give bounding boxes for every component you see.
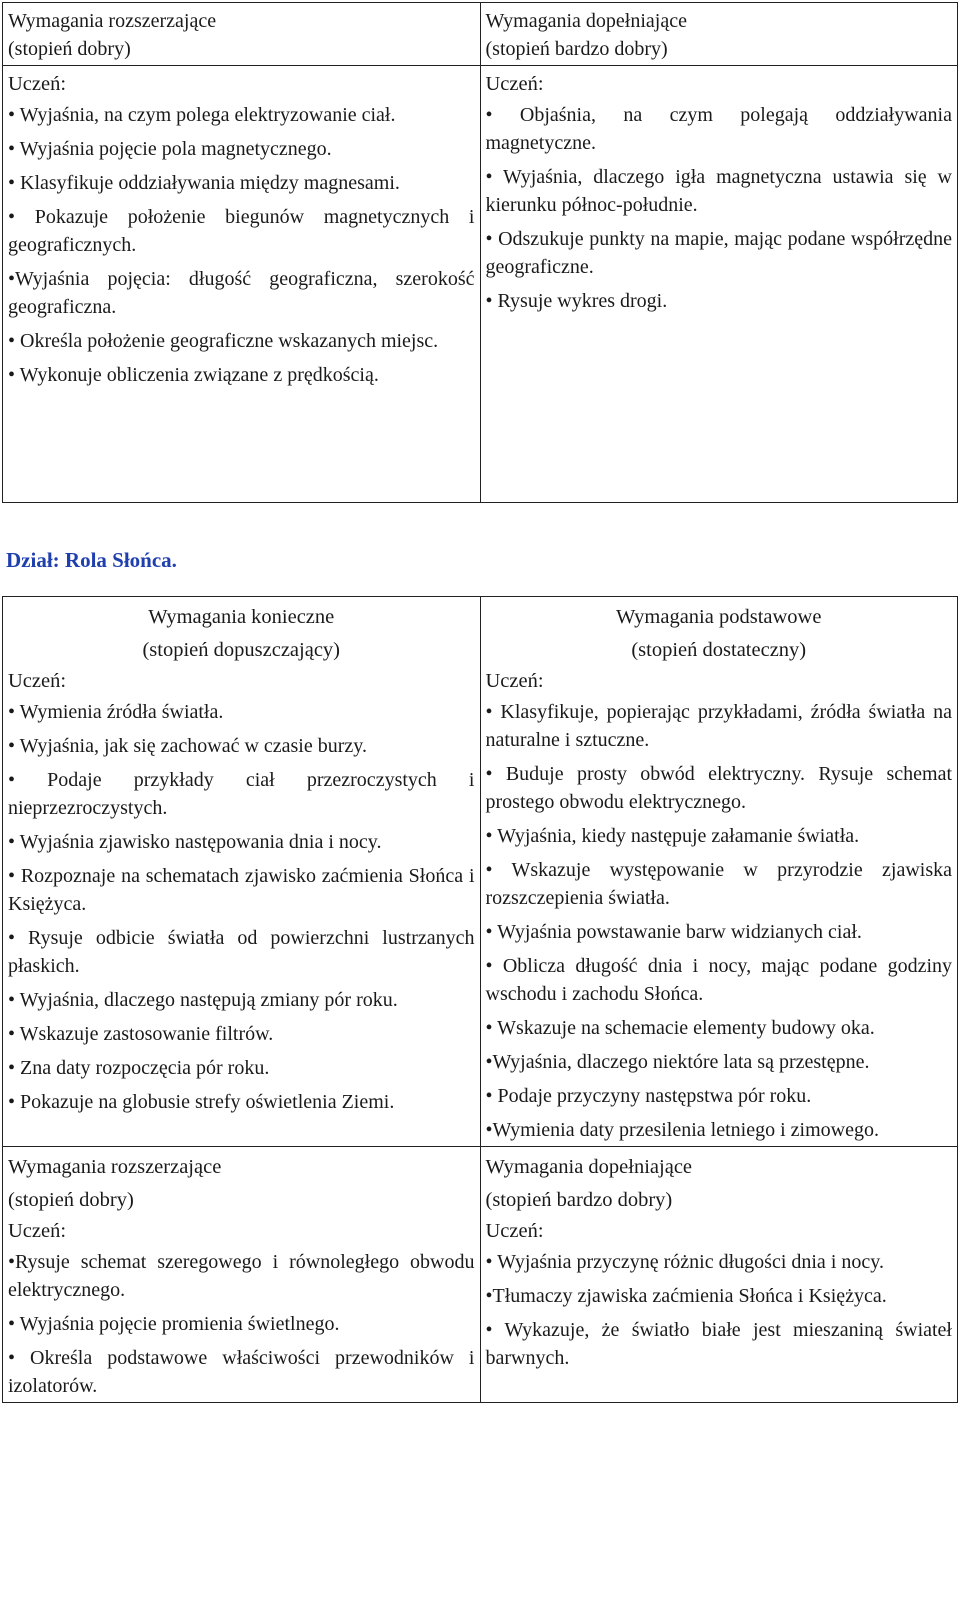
requirements-cell-extended bbox=[3, 1147, 481, 1403]
list-item: • Klasyfikuje oddziaływania między magnesami. bbox=[8, 172, 400, 194]
header-line: (stopień dobry) bbox=[8, 38, 131, 60]
section-title: Dział: Rola Słońca. bbox=[6, 548, 177, 572]
list-item: • Wskazuje zastosowanie filtrów. bbox=[8, 1023, 274, 1045]
requirements-cell-standard bbox=[480, 597, 958, 1147]
list-item: •Tłumaczy zjawiska zaćmienia Słońca i Księżyca. bbox=[485, 1285, 887, 1307]
student-label: Uczeń: bbox=[485, 670, 544, 692]
header-line: (stopień dobry) bbox=[8, 1189, 134, 1211]
requirements-cell-complementary bbox=[480, 1147, 958, 1403]
list-item: • Wyjaśnia pojęcie promienia świetlnego. bbox=[8, 1313, 340, 1335]
list-item: • Wskazuje na schemacie elementy budowy oka. bbox=[485, 1017, 875, 1039]
list-item: • Wyjaśnia, na czym polega elektryzowanie ciał. bbox=[8, 104, 396, 126]
table-row bbox=[3, 1147, 958, 1403]
list-item: • Pokazuje na globusie strefy oświetlenia Ziemi. bbox=[8, 1091, 395, 1113]
list-item: • Klasyfikuje, popierając przykładami, źródła światła na naturalne i sztuczne. bbox=[485, 701, 952, 751]
header-line: Wymagania konieczne bbox=[148, 606, 335, 628]
list-item: • Wyjaśnia zjawisko następowania dnia i nocy. bbox=[8, 831, 382, 853]
list-item: • Wyjaśnia, kiedy następuje załamanie światła. bbox=[485, 825, 860, 847]
list-item: •Rysuje schemat szeregowego i równoległego obwodu elektrycznego. bbox=[8, 1251, 475, 1301]
student-label: Uczeń: bbox=[8, 1220, 67, 1242]
list-item: •Wymienia daty przesilenia letniego i zimowego. bbox=[485, 1119, 879, 1141]
header-line: Wymagania dopełniające bbox=[485, 10, 687, 32]
list-item: • Pokazuje położenie biegunów magnetycznych i geograficznych. bbox=[8, 206, 475, 256]
list-item: • Rysuje wykres drogi. bbox=[485, 290, 668, 312]
requirements-cell bbox=[480, 66, 958, 503]
table-body-row bbox=[3, 66, 958, 503]
list-item: • Rozpoznaje na schematach zjawisko zaćmienia Słońca i Księżyca. bbox=[8, 865, 475, 915]
requirements-table-magnetism bbox=[2, 2, 958, 503]
requirements-table-sun bbox=[2, 596, 958, 1403]
list-item: • Zna daty rozpoczęcia pór roku. bbox=[8, 1057, 270, 1079]
list-item: • Wyjaśnia, dlaczego igła magnetyczna ustawia się w kierunku północ-południe. bbox=[485, 166, 952, 216]
student-label: Uczeń: bbox=[8, 670, 67, 692]
list-item: • Wyjaśnia, dlaczego następują zmiany pór roku. bbox=[8, 989, 398, 1011]
list-item: • Wyjaśnia pojęcie pola magnetycznego. bbox=[8, 138, 332, 160]
header-line: Wymagania rozszerzające bbox=[8, 1156, 222, 1178]
list-item: • Podaje przykłady ciał przezroczystych i nieprzezroczystych. bbox=[8, 769, 475, 819]
header-cell-complementary bbox=[480, 3, 958, 66]
list-item: • Określa położenie geograficzne wskazanych miejsc. bbox=[8, 330, 439, 352]
requirements-cell-basic bbox=[3, 597, 481, 1147]
header-line: (stopień bardzo dobry) bbox=[485, 1189, 673, 1211]
list-item: • Wyjaśnia powstawanie barw widzianych ciał. bbox=[485, 921, 862, 943]
list-item: • Rysuje odbicie światła od powierzchni lustrzanych płaskich. bbox=[8, 927, 475, 977]
list-item: • Odszukuje punkty na mapie, mając podane współrzędne geograficzne. bbox=[485, 228, 952, 278]
student-label: Uczeń: bbox=[485, 1220, 544, 1242]
table-row bbox=[3, 597, 958, 1147]
header-line: (stopień dopuszczający) bbox=[142, 639, 340, 661]
header-line: (stopień dostateczny) bbox=[631, 639, 807, 661]
list-item: • Określa podstawowe właściwości przewodników i izolatorów. bbox=[8, 1347, 475, 1397]
header-line: Wymagania rozszerzające bbox=[8, 10, 217, 32]
header-cell-extended bbox=[3, 3, 481, 66]
header-line: Wymagania dopełniające bbox=[485, 1156, 693, 1178]
list-item: • Podaje przyczyny następstwa pór roku. bbox=[485, 1085, 812, 1107]
list-item: • Wykonuje obliczenia związane z prędkością. bbox=[8, 364, 379, 386]
list-item: • Wymienia źródła światła. bbox=[8, 701, 224, 723]
requirements-cell bbox=[3, 66, 481, 503]
list-item: • Buduje prosty obwód elektryczny. Rysuje schemat prostego obwodu elektrycznego. bbox=[485, 763, 952, 813]
list-item: • Wyjaśnia, jak się zachować w czasie burzy. bbox=[8, 735, 367, 757]
list-item: • Objaśnia, na czym polegają oddziaływania magnetyczne. bbox=[485, 104, 952, 154]
student-label: Uczeń: bbox=[8, 73, 67, 95]
list-item: • Wykazuje, że światło białe jest mieszaniną świateł barwnych. bbox=[485, 1319, 952, 1369]
list-item: • Wyjaśnia przyczynę różnic długości dnia i nocy. bbox=[485, 1251, 884, 1273]
list-item: • Oblicza długość dnia i nocy, mając podane godziny wschodu i zachodu Słońca. bbox=[485, 955, 952, 1005]
header-line: Wymagania podstawowe bbox=[616, 606, 822, 628]
header-line: (stopień bardzo dobry) bbox=[485, 38, 668, 60]
list-item: • Wskazuje występowanie w przyrodzie zjawiska rozszczepienia światła. bbox=[485, 859, 952, 909]
list-item: •Wyjaśnia pojęcia: długość geograficzna, szerokość geograficzna. bbox=[8, 268, 475, 318]
list-item: •Wyjaśnia, dlaczego niektóre lata są przestępne. bbox=[485, 1051, 870, 1073]
table-header-row bbox=[3, 3, 958, 66]
student-label: Uczeń: bbox=[485, 73, 544, 95]
